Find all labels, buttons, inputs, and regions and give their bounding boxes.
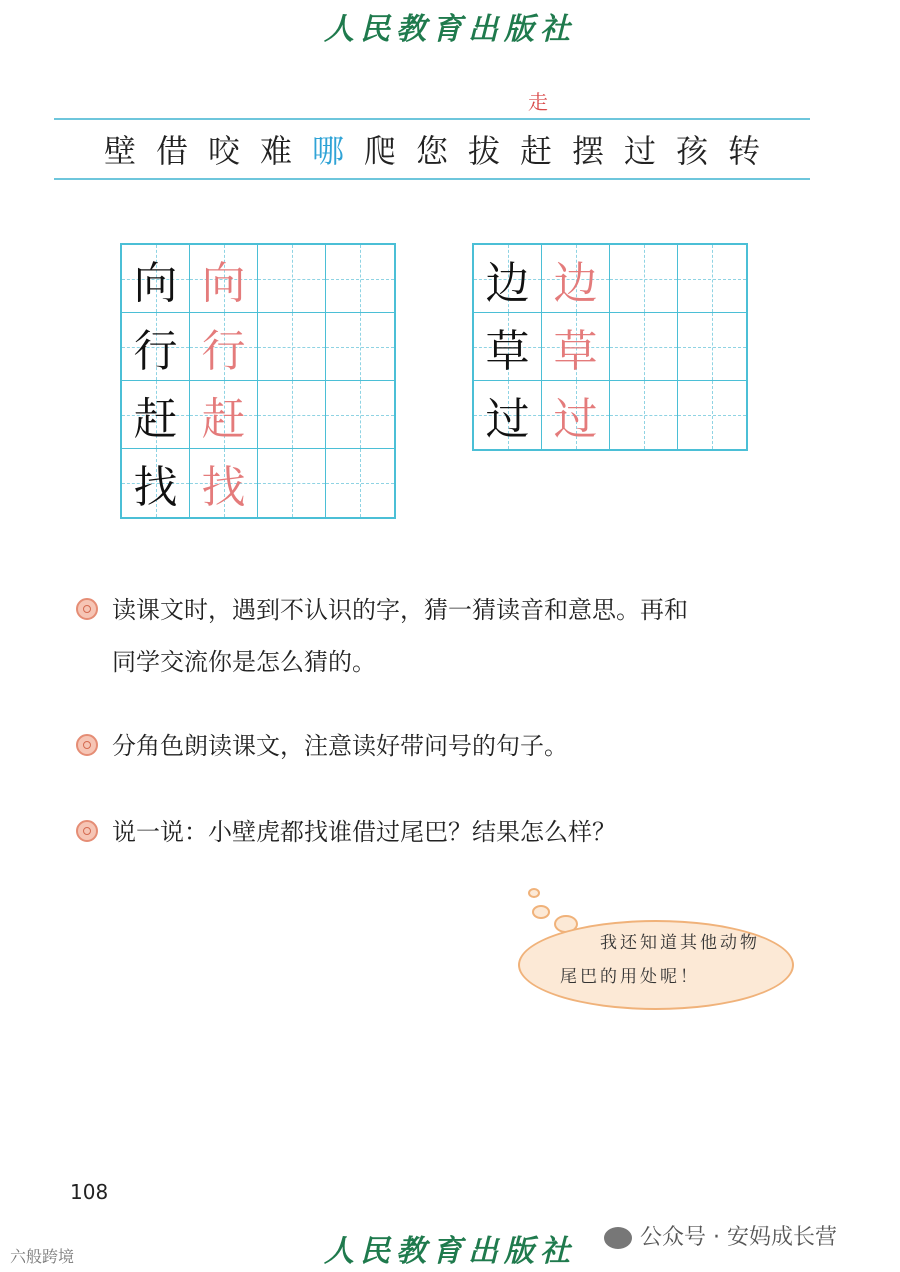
- publisher-header: 人民教育出版社: [324, 12, 576, 47]
- strip-char: 咬: [207, 132, 240, 170]
- exercise-text: 说一说：小壁虎都找谁借过尾巴？结果怎么样？: [112, 818, 616, 846]
- grid-model-char: 行: [122, 313, 190, 381]
- grid-blank-cell: [678, 313, 746, 381]
- char-strip: [54, 118, 810, 180]
- strip-char-highlighted: 哪: [311, 132, 344, 170]
- grid-blank-cell: [326, 381, 394, 449]
- grid-model-char: 找: [122, 449, 190, 517]
- exercise-text: 分角色朗读课文，注意读好带问号的句子。: [112, 732, 568, 760]
- grid-trace-char: 边: [542, 245, 610, 313]
- grid-model-char: 赶: [122, 381, 190, 449]
- grid-blank-cell: [326, 449, 394, 517]
- strip-char: 摆: [571, 132, 604, 170]
- writing-grid-right: [472, 243, 748, 451]
- seal-bullet-icon: [76, 598, 98, 620]
- grid-trace-char: 行: [190, 313, 258, 381]
- watermark-left: 六般跨境: [10, 1247, 75, 1266]
- grid-trace-char: 赶: [190, 381, 258, 449]
- exercise-item: [76, 806, 816, 858]
- bubble-line: 我还知道其他动物: [600, 933, 760, 953]
- seal-bullet-icon: [76, 734, 98, 756]
- exercise-item: [76, 720, 816, 772]
- grid-blank-cell: [258, 381, 326, 449]
- page-number: 108: [70, 1180, 109, 1204]
- grid-blank-cell: [678, 381, 746, 449]
- strip-char: 转: [727, 132, 760, 170]
- grid-model-char: 向: [122, 245, 190, 313]
- strip-char: 拔: [467, 132, 500, 170]
- grid-blank-cell: [326, 245, 394, 313]
- grid-blank-cell: [326, 313, 394, 381]
- grid-blank-cell: [610, 313, 678, 381]
- grid-blank-cell: [258, 313, 326, 381]
- strip-char: 难: [259, 132, 292, 170]
- writing-grid-left: [120, 243, 396, 519]
- strip-char: 借: [155, 132, 188, 170]
- grid-model-char: 过: [474, 381, 542, 449]
- strip-char: 您: [415, 132, 448, 170]
- grid-trace-char: 找: [190, 449, 258, 517]
- thought-bubble-text: [560, 926, 780, 994]
- strip-char: 孩: [675, 132, 708, 170]
- exercise-item: [76, 584, 816, 688]
- exercise-text: 读课文时，遇到不认识的字，猜一猜读音和意思。再和: [112, 596, 688, 624]
- grid-trace-char: 过: [542, 381, 610, 449]
- strip-char: 壁: [103, 132, 136, 170]
- thought-dot-icon: [532, 905, 550, 919]
- grid-blank-cell: [610, 381, 678, 449]
- watermark-text: 公众号 · 安妈成长营: [640, 1225, 837, 1250]
- bubble-line: 尾巴的用处呢！: [560, 967, 700, 987]
- grid-trace-char: 草: [542, 313, 610, 381]
- grid-blank-cell: [258, 245, 326, 313]
- grid-blank-cell: [258, 449, 326, 517]
- seal-bullet-icon: [76, 820, 98, 842]
- grid-trace-char: 向: [190, 245, 258, 313]
- strip-char: 赶: [519, 132, 552, 170]
- strip-char: 爬: [363, 132, 396, 170]
- publisher-footer: 人民教育出版社: [324, 1234, 576, 1269]
- radical-note: 走: [528, 90, 548, 114]
- thought-dot-icon: [528, 888, 540, 898]
- grid-model-char: 边: [474, 245, 542, 313]
- grid-blank-cell: [678, 245, 746, 313]
- strip-char: 过: [623, 132, 656, 170]
- grid-model-char: 草: [474, 313, 542, 381]
- grid-blank-cell: [610, 245, 678, 313]
- exercise-text: 同学交流你是怎么猜的。: [112, 648, 376, 676]
